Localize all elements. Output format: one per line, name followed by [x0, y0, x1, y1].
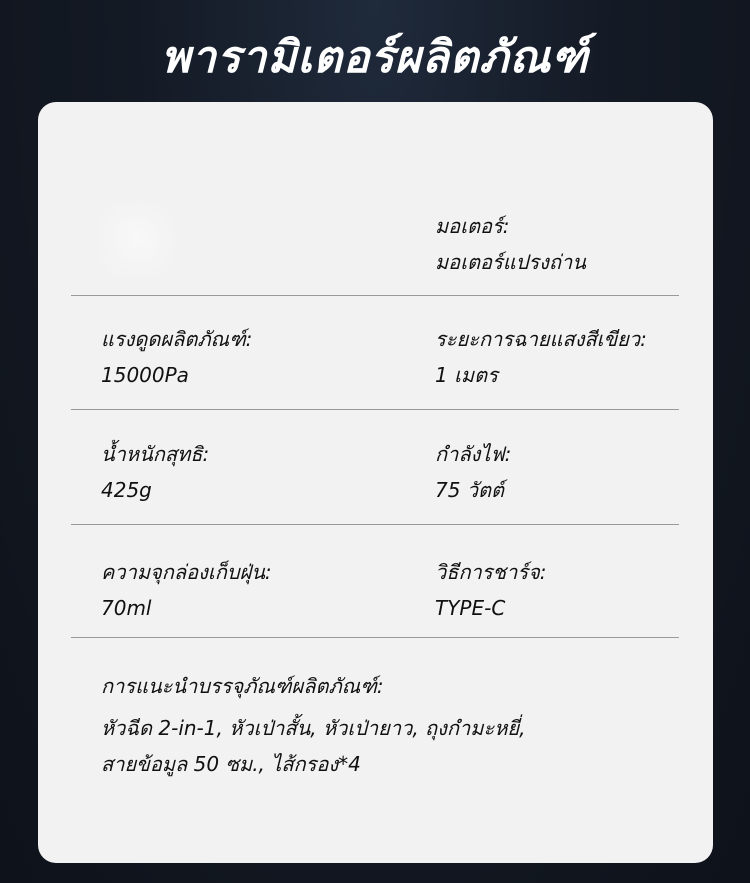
spec-motor [435, 208, 586, 280]
divider [71, 524, 679, 525]
packaging-value: หัวฉีด 2-in-1, หัวเป่าสั้น, หัวเป่ายาว, ถุงกำมะหยี่, สายข้อมูล 50 ซม., ไส้กรอง*4 [101, 716, 526, 776]
spec-label: กำลังไฟ: [435, 442, 512, 466]
packaging-label: การแนะนำบรรจุภัณฑ์ผลิตภัณฑ์: [101, 674, 384, 698]
spec-value: 425g [101, 478, 152, 502]
product-image-placeholder [100, 202, 174, 276]
spec-card [38, 102, 713, 863]
packaging-info [101, 668, 541, 782]
divider [71, 637, 679, 638]
spec-value: 1 เมตร [435, 363, 498, 387]
spec-label: ความจุกล่องเก็บฝุ่น: [101, 560, 272, 584]
spec-dust-box [101, 554, 272, 626]
spec-label: แรงดูดผลิตภัณฑ์: [101, 327, 253, 351]
spec-label: ระยะการฉายแสงสีเขียว: [435, 327, 647, 351]
spec-value: 15000Pa [101, 363, 189, 387]
spec-suction [101, 321, 252, 393]
spec-label: วิธีการชาร์จ: [435, 560, 547, 584]
spec-weight [101, 436, 209, 508]
divider [71, 409, 679, 410]
spec-green-light [435, 321, 647, 393]
spec-value: 70ml [101, 596, 152, 620]
divider [71, 295, 679, 296]
spec-charging [435, 554, 547, 626]
spec-value: 75 วัตต์ [435, 478, 505, 502]
page-title: พารามิเตอร์ผลิตภัณฑ์ [161, 32, 589, 83]
spec-power [435, 436, 511, 508]
spec-label: น้ำหนักสุทธิ: [101, 442, 210, 466]
spec-label: มอเตอร์: [435, 214, 510, 238]
spec-value: TYPE-C [435, 596, 506, 620]
spec-value: มอเตอร์แปรงถ่าน [435, 250, 586, 274]
